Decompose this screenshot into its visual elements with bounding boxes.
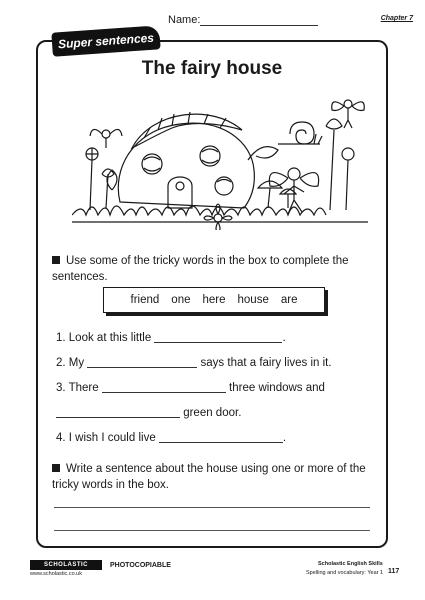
sentence-text: says that a fairy lives in it. [200, 357, 332, 369]
sentence-text: . [282, 432, 287, 444]
word-item: one [171, 294, 191, 306]
instruction-write-sentence [52, 461, 372, 493]
sentence-text: 1. Look at this little [56, 332, 152, 344]
answer-blank[interactable] [159, 431, 283, 443]
name-label: Name: [168, 14, 201, 26]
instruction-complete-sentences [52, 253, 372, 285]
page-number: 117 [388, 568, 400, 575]
writing-line[interactable] [54, 530, 370, 531]
writing-line[interactable] [54, 507, 370, 508]
fairy-house-illustration [72, 90, 368, 230]
word-item: friend [130, 294, 160, 306]
word-item: are [280, 294, 298, 306]
sentence-text: 2. My [56, 357, 85, 369]
section-tab-label: Super sentences [57, 30, 155, 52]
book-subtitle: Spelling and vocabulary: Year 1 [306, 570, 384, 576]
photocopiable-label: PHOTOCOPIABLE [110, 562, 171, 569]
bullet-square-icon [52, 256, 60, 264]
instruction-text: Use some of the tricky words in the box to complete the sentences. [52, 255, 349, 283]
sentence-text: three windows and [229, 382, 325, 394]
word-item: here [202, 294, 226, 306]
sentence-3 [56, 381, 325, 394]
sentence-3-continued [56, 406, 241, 419]
answer-blank[interactable] [87, 356, 197, 368]
answer-blank[interactable] [102, 381, 226, 393]
word-item: house [237, 294, 269, 306]
chapter-tag: Chapter 7 [380, 15, 413, 22]
sentence-text: . [282, 332, 286, 344]
sentence-2 [56, 356, 332, 369]
answer-blank[interactable] [56, 406, 180, 418]
sentence-4 [56, 431, 286, 444]
sentence-text: green door. [183, 407, 242, 419]
publisher-logo: SCHOLASTIC [30, 560, 102, 570]
instruction-text: Write a sentence about the house using one or more of the tricky words in the box. [52, 463, 366, 491]
name-line [200, 25, 318, 26]
publisher-url: www.scholastic.co.uk [30, 571, 82, 577]
sentence-text: 4. I wish I could live [56, 432, 156, 444]
sentence-1 [56, 331, 286, 344]
book-title: Scholastic English Skills [318, 561, 383, 567]
sentence-text: 3. There [56, 382, 99, 394]
tricky-words-box [103, 287, 325, 313]
bullet-square-icon [52, 464, 60, 472]
answer-blank[interactable] [154, 331, 282, 343]
page-title: The fairy house [141, 58, 283, 79]
